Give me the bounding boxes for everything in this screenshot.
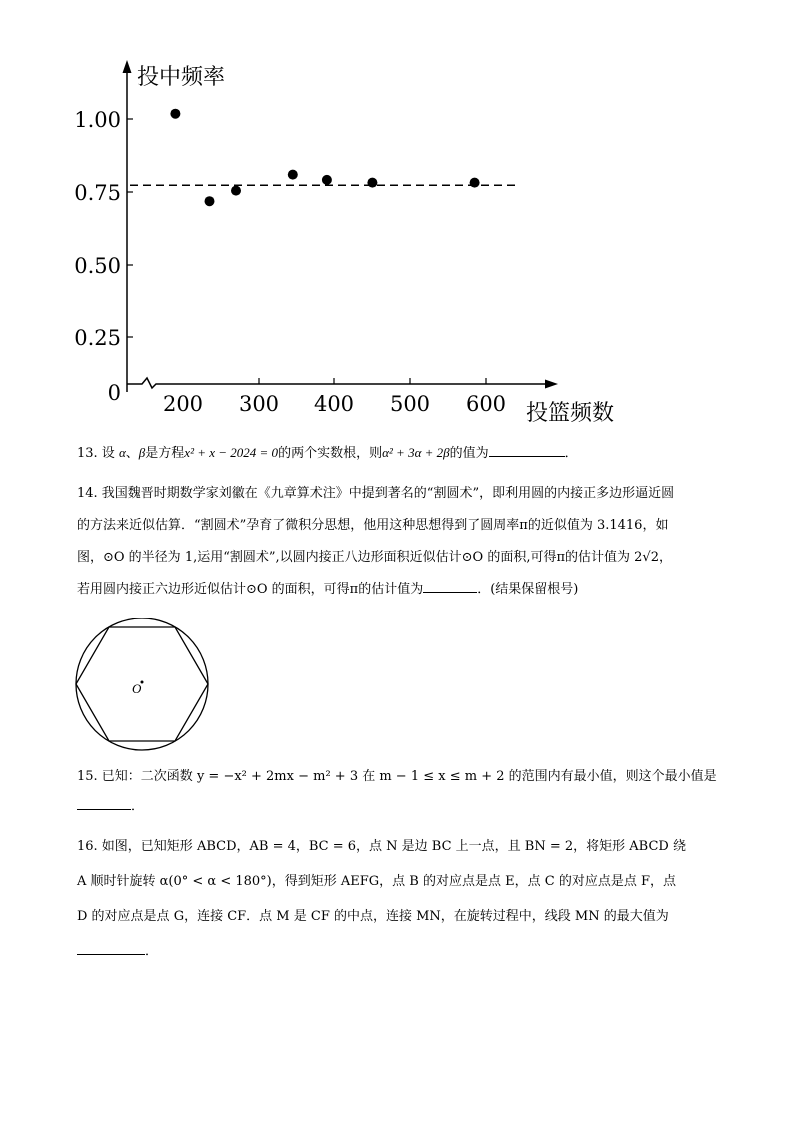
inscribed-hexagon: [76, 627, 208, 741]
question-16: [77, 829, 717, 969]
q13-answer-blank[interactable]: [489, 442, 565, 457]
data-point: [470, 178, 480, 188]
q14-line-4-tail: ．(结果保留根号): [477, 582, 579, 597]
beta-symbol: β: [138, 445, 146, 460]
y-tick-label-origin: 0: [107, 381, 121, 405]
q14-line-4: [77, 574, 717, 606]
data-point: [288, 170, 298, 180]
question-13: [77, 441, 717, 465]
data-point: [367, 178, 377, 188]
q13-text-d: 的两个实数根，则: [278, 446, 383, 461]
q14-line-4-text: 若用圆内接正六边形近似估计⊙O 的面积，可得π的估计值为: [77, 582, 424, 597]
question-14: [77, 478, 717, 606]
q13-text-e: 的值为: [449, 446, 489, 461]
data-point: [205, 196, 215, 206]
question-15: [77, 762, 717, 822]
q13-equation: x² + x − 2024 = 0: [184, 445, 279, 460]
q13-text-c: 是方程: [145, 446, 185, 461]
data-point: [231, 186, 241, 196]
x-axis-title: 投篮频数: [526, 401, 615, 426]
q14-line-2: 的方法来近似估算．“割圆术”孕育了微积分思想，他用这种思想得到了圆周率π的近似值为 3.1416，如: [77, 518, 669, 533]
x-tick-label: 400: [313, 392, 355, 416]
q14-line-3: 图，⊙O 的半径为 1,运用“割圆术”,以圆内接正八边形面积近似估计⊙O 的面积,可得π的估计值为 2√2，: [77, 550, 672, 565]
circle-o: [76, 618, 208, 750]
x-tick-label: 300: [238, 392, 280, 416]
y-axis-arrow: [123, 60, 132, 73]
q13-text-b: 、: [125, 446, 139, 461]
q14-answer-blank[interactable]: [423, 578, 477, 593]
hexagon-in-circle-figure: [72, 618, 218, 754]
scatter-chart: [0, 0, 794, 440]
data-point: [322, 175, 332, 185]
q15-line-2: [77, 792, 717, 822]
center-label-o: O: [132, 681, 142, 696]
y-tick-label: 0.75: [74, 181, 121, 205]
q15-tail: ．: [131, 799, 145, 814]
q15-line-1: 15. 已知：二次函数 y = −x² + 2mx − m² + 3 在 m − 1 ≤ x ≤ m + 2 的范围内有最小值，则这个最小值是: [77, 769, 717, 784]
q16-tail: ．: [145, 944, 159, 959]
y-tick-label: 0.25: [74, 326, 121, 350]
q15-answer-blank[interactable]: [77, 795, 131, 810]
y-tick-label: 1.00: [74, 108, 121, 132]
q13-expression: α² + 3α + 2β: [382, 445, 450, 460]
q13-text-f: ．: [564, 446, 578, 461]
q16-line-3: D 的对应点是点 G，连接 CF．点 M 是 CF 的中点，连接 MN，在旋转过程中，线段 MN 的最大值为: [77, 909, 669, 924]
y-ticks: [74, 108, 133, 405]
q16-line-2: A 顺时针旋转 α(0° < α < 180°)，得到矩形 AEFG，点 B 的对应点是点 E，点 C 的对应点是点 F，点: [77, 874, 676, 889]
q14-line-1: 14. 我国魏晋时期数学家刘徽在《九章算术注》中提到著名的“割圆术”，即利用圆的内接正多边形逼近圆: [77, 486, 675, 501]
data-points: [170, 109, 479, 207]
x-tick-label: 500: [389, 392, 431, 416]
x-tick-label: 600: [465, 392, 507, 416]
q13-text-a: 13. 设: [77, 446, 115, 461]
y-axis-title: 投中频率: [137, 65, 226, 90]
y-tick-label: 0.50: [74, 254, 121, 278]
q16-answer-blank[interactable]: [77, 940, 145, 955]
x-axis-arrow: [545, 380, 558, 389]
x-axis: [127, 378, 545, 388]
alpha-symbol: α: [118, 445, 126, 460]
data-point: [170, 109, 180, 119]
x-tick-label: 200: [162, 392, 204, 416]
q16-line-4: [77, 934, 717, 969]
q16-line-1: 16. 如图，已知矩形 ABCD，AB = 4，BC = 6，点 N 是边 BC 上一点，且 BN = 2，将矩形 ABCD 绕: [77, 839, 686, 854]
